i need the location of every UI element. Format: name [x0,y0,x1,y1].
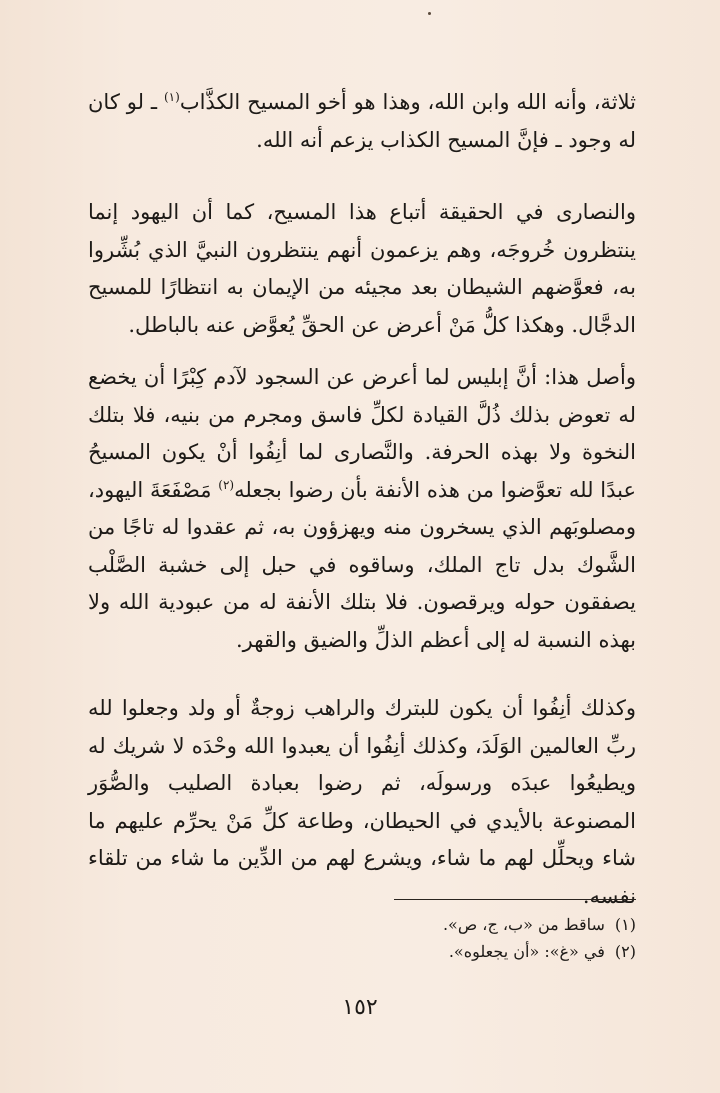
paragraph-4 [88,690,636,915]
paragraph-2-text: والنصارى في الحقيقة أتباع هذا المسيح، كما أن اليهود إنما ينتظرون خُروجَه، وهم يزعمون أنهم ينتظرون النبيَّ الذي بُشِّروا به، فعوَّضهم الشيطان بعد مجيئه من الإيمان به انتظارًا للمسيح الدجَّال. وهكذا كلُّ مَنْ أعرض عن الحقِّ يُعوَّض عنه بالباطل. [88,200,636,337]
page-number: ١٥٢ [342,995,378,1020]
footnote-2-number: (٢) [614,942,636,961]
paragraph-1-text-b: ـ لو كان له وجود ـ فإنَّ المسيح الكذاب يزعم أنه الله. [88,90,636,152]
paragraph-1-text-a: ثلاثة، وأنه الله وابن الله، وهذا هو أخو المسيح الكذَّاب [179,90,636,114]
printer-dot [428,12,431,15]
footnote-1 [88,911,636,938]
paragraph-3-text-b: مَصْفَعَةَ اليهود، ومصلوبَهم الذي يسخرون منه ويهزؤون به، ثم عقدوا له تاجًا من الشَّوك بدل تاج الملك، وساقوه في حبل إلى خشبة الصَّلْب يصفقون حوله ويرقصون. فلا بتلك الأنفة له من عبودية الله ولا بهذه النسبة له إلى أعظم الذلِّ والضيق والقهر. [88,477,636,652]
footnote-2-text: في «غ»: «أن يجعلوه». [448,942,605,961]
footnotes [88,911,636,965]
paragraph-2 [88,194,636,344]
footnote-ref-2: (٢) [218,477,235,492]
footnote-ref-1: (١) [163,90,180,104]
footnote-2 [88,938,636,965]
paragraph-1 [88,84,636,159]
paragraph-4-text: وكذلك أنِفُوا أن يكون للبترك والراهب زوجةٌ أو ولد وجعلوا لله ربِّ العالمين الوَلَدَ، وكذلك أنِفُوا أن يعبدوا الله وحْدَه لا شريك له ويطيعُوا عبدَه ورسولَه، ثم رضوا بعبادة الصليب والصُّوَر المصنوعة بالأيدي في الحيطان، وطاعة كلِّ مَنْ يحرِّم عليهم ما شاء ويحلِّل لهم ما شاء، ويشرع لهم من الدِّين ما شاء من تلقاء نفسه. [88,696,636,908]
paragraph-3 [88,359,636,659]
footnote-1-text: ساقط من «ب، ج، ص». [442,915,605,934]
footnote-divider [394,899,636,900]
paragraph-3-text-a: وأصل هذا: أنَّ إبليس لما أعرض عن السجود لآدم كِبْرًا أن يخضع له تعوض بذلك ذُلَّ القيادة لكلِّ فاسق ومجرم من بنيه، فلا بتلك النخوة ولا بهذه الحرفة. والنَّصارى لما أنِفُوا أنْ يكون المسيحُ عبدًا لله تعوَّضوا من هذه الأنفة بأن رضوا بجعله [88,365,636,502]
footnote-1-number: (١) [614,915,636,934]
